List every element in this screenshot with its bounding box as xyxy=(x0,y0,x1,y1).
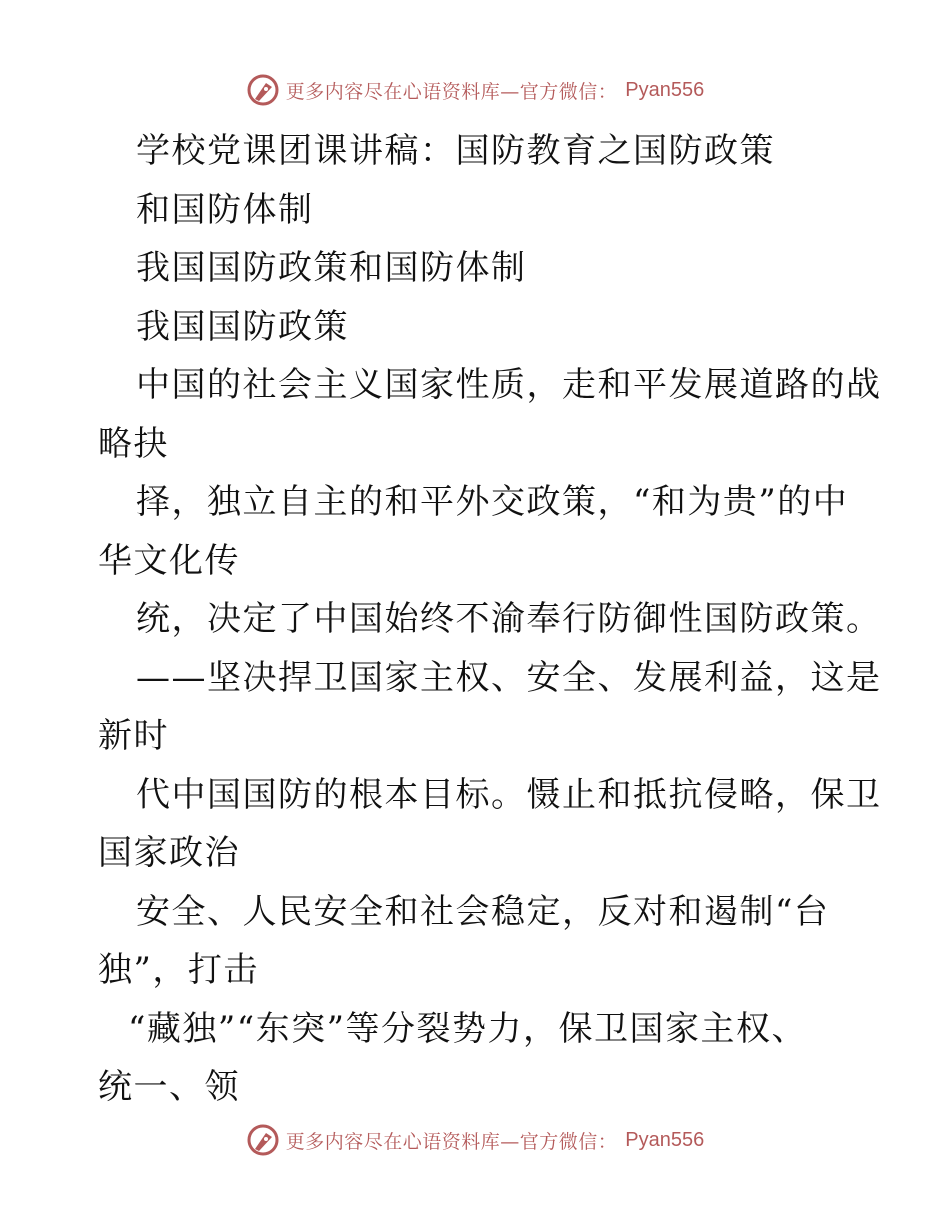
subsection-heading: 我国国防政策 xyxy=(136,306,349,347)
paragraph-line: 中国的社会主义国家性质，走和平发展道路的战 xyxy=(136,365,882,405)
banner-text: 更多内容尽在心语资料库—官方微信： xyxy=(285,1130,618,1153)
wechat-id: Pyan556 xyxy=(625,78,705,101)
pen-nib-logo-icon xyxy=(246,1123,280,1157)
paragraph-line: “藏独”“东突”等分裂势力，保卫国家主权、 xyxy=(128,1008,808,1049)
paragraph-line: 统，决定了中国始终不渝奉行防御性国防政策。 xyxy=(136,599,882,639)
paragraph-line: 安全、人民安全和社会稳定，反对和遏制“台 xyxy=(136,891,830,932)
banner-text: 更多内容尽在心语资料库—官方微信： xyxy=(285,80,618,103)
document-title-line: 学校党课团课讲稿：国防教育之国防政策 xyxy=(136,131,775,171)
footer-banner xyxy=(0,1120,950,1160)
paragraph-line: 华文化传 xyxy=(98,540,240,581)
paragraph-line: 统一、领 xyxy=(98,1067,240,1107)
paragraph-line: 独”，打击 xyxy=(98,950,259,990)
section-heading: 我国国防政策和国防体制 xyxy=(136,248,527,288)
pen-nib-logo-icon xyxy=(246,73,280,107)
document-body xyxy=(98,122,882,1117)
paragraph-line: 略抉 xyxy=(98,423,169,464)
paragraph-line: 国家政治 xyxy=(98,833,240,873)
paragraph-line: 代中国国防的根本目标。慑止和抵抗侵略，保卫 xyxy=(136,774,882,815)
paragraph-line: ——坚决捍卫国家主权、安全、发展利益，这是 xyxy=(136,657,882,698)
paragraph-line: 新时 xyxy=(98,716,169,756)
paragraph-line: 择，独立自主的和平外交政策，“和为贵”的中 xyxy=(136,482,849,522)
header-banner xyxy=(0,70,950,110)
document-title-line: 和国防体制 xyxy=(136,189,314,230)
wechat-id: Pyan556 xyxy=(625,1128,705,1151)
